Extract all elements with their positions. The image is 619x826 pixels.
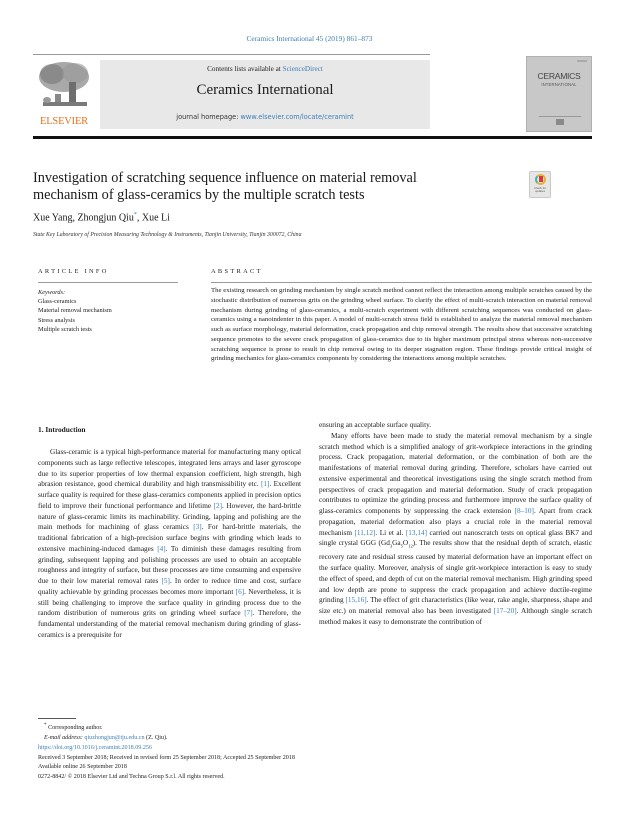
text-run: O	[402, 539, 409, 548]
journal-name: Ceramics International	[196, 82, 334, 98]
doi-link[interactable]: https://doi.org/10.1016/j.ceramint.2018.09.256	[38, 745, 152, 751]
bookmark-icon	[539, 176, 543, 182]
cover-publisher-icon	[556, 119, 564, 125]
keywords-label: Keywords:	[38, 289, 66, 296]
cover-title: CERAMICS	[537, 71, 581, 81]
email-owner: (Z. Qiu).	[144, 734, 168, 741]
text-run: . Apart from crack propagation, material deformation also plays a crucial role in the material removal mechanism	[319, 507, 592, 537]
check-updates-label: Check for updates	[534, 186, 546, 194]
citation-link[interactable]: [4]	[157, 544, 166, 553]
text-run: . Excellent surface quality is required for these glass-ceramics components applied in precision optics field to improve their functional performance and lifetime	[38, 480, 301, 510]
footnotes	[44, 721, 168, 743]
citation-link[interactable]: [11,12]	[354, 528, 376, 537]
citation-link[interactable]: [7]	[244, 609, 253, 618]
text-run: . Nevertheless, it is still being challenging to improve the surface quality in grinding process due to the random distribution of numerous grits on grinding wheel surface	[38, 587, 301, 618]
author-list	[33, 212, 170, 223]
body-column-left	[38, 447, 301, 641]
text-run: Many efforts have been made to study the material removal mechanism by a single scratch method which is a simplified analogy of grit-workpiece interactions in the grinding process. Crack propagation, material deformation, or the combination of both are the manifestations of material removal during grinding. Therefore, scholars have carried out extensive experimental and theoretical investigations using the single scratch method from perspectives of crack propagation and material deformation. Study of crack propagation contributes to optimize the grinding process and furthermore improve the surface quality of glass-ceramics components by suppressing the crack extension	[319, 431, 592, 515]
keyword: Stress analysis	[38, 316, 75, 324]
text-run: . Li et al.	[375, 528, 406, 537]
publication-info	[38, 744, 295, 782]
article-info-heading: ARTICLE INFO	[38, 268, 109, 275]
journal-citation-link[interactable]: Ceramics International 45 (2019) 861–873	[246, 34, 373, 43]
text-run: ). The results show that the residual depth of scratch, elastic recovery rate and residual stress caused by material deformation have an important effect on the surface quality. Moreover, analysis of single grit-workpiece interaction is easy to study the effect of speed, and depth of cut on the material removal mechanism. High grinding speed and low depth are prone to suppress the crack propagation and achieve ductile-regime grinding	[319, 539, 592, 605]
article-title: Investigation of scratching sequence influence on material removal mechanism of glass-ceramics by the multiple scratch tests	[33, 170, 417, 203]
author-name: Zhongjun Qiu	[77, 212, 134, 224]
text-run: Glass-ceramic is a typical high-performance material for manufacturing many optical components such as large reflective telescopes, integrated lens arrays and laser gyroscope due to its superior properties of low thermal expansion coefficient, high strength, high abrasion resistance, good chemical durability and high transmissibility etc.	[38, 448, 301, 489]
available-online-date: Available online 26 September 2018	[38, 764, 127, 771]
citation-link[interactable]: [15,16]	[345, 596, 367, 605]
paragraph	[319, 431, 592, 628]
footnote-marker: *	[44, 722, 47, 728]
elsevier-logo[interactable]	[33, 60, 95, 132]
journal-masthead	[100, 60, 430, 129]
abstract-text: The existing research on grinding mechanism by single scratch method cannot reflect the interaction among multiple scratches caused by the stochastic distribution of numerous grits on the grinding wheel surface. To clarify the effect of multi-scratch interaction on material removal mechanism during grinding of glass-ceramics, a multi-scratch experiment with different scratching sequences was conducted on glass-ceramics using a nanoindenter in this paper. A model of multi-scratch stress field is established to analyze the material removal mechanism such as surface morphology, material deformation, crack propagation and chip removal strength. The results show that successive scratching sequence promotes to the severe crack propagation of glass-ceramics due to its higher maximum principal stress whereas non-successive scratching sequence is prone to result in chip removal owing to its deeper stagnation region. These findings provide critical insight of grinding mechanics for glass-ceramics components by considering the interactions among multiple scratches.	[211, 287, 592, 363]
keywords-list	[38, 288, 198, 334]
corresponding-author-marker[interactable]: *	[133, 212, 137, 218]
text-run: . For hard-brittle materials, the traditional fabrication of a high-precision surface begins with grinding which leads to extensive machining-induced damages	[38, 523, 301, 553]
text-run: Ga	[392, 539, 401, 548]
citation-link[interactable]: [3]	[193, 523, 202, 532]
received-dates: Received 3 September 2018; Received in revised form 25 September 2018; Accepted 25 September 2018	[38, 754, 295, 761]
citation-link[interactable]: [13,14]	[405, 528, 428, 537]
keyword: Multiple scratch tests	[38, 325, 92, 333]
subscript: 3	[389, 543, 393, 549]
text-run: . In order to reduce time and cost, surface quality achievable by grinding processes becomes more important	[38, 577, 301, 596]
section-heading-introduction: 1. Introduction	[38, 425, 86, 434]
email-note	[44, 734, 168, 744]
email-link[interactable]: qiuzhongjun@tju.edu.cn	[84, 734, 145, 741]
homepage-prefix: journal homepage:	[176, 113, 241, 121]
citation-link[interactable]: [8–10]	[514, 507, 534, 515]
section-rule	[211, 282, 592, 283]
citation-link[interactable]: [5]	[161, 577, 170, 585]
contents-line	[100, 65, 430, 73]
footnote-text: Corresponding author.	[46, 725, 103, 732]
footnote-rule	[38, 718, 76, 719]
elsevier-wordmark: ELSEVIER	[40, 116, 88, 127]
journal-homepage-link[interactable]: www.elsevier.com/locate/ceramint	[240, 113, 354, 121]
header-rule	[33, 54, 430, 55]
text-run: . To diminish these damages resulting from grinding, subsequent lapping and polishing processes are used to obtain an acceptable roughness and integrity of surface, but these processes are time consuming and expensive due to their low material removal rates	[38, 544, 301, 585]
journal-cover-thumbnail[interactable]	[526, 56, 592, 132]
subscript: 5	[400, 543, 403, 549]
text-run: . However, the hard-brittle nature of glass-ceramic limits its machinability. Grinding, lapping and polishing are the main methods for machining of glass ceramics	[38, 501, 301, 532]
author-name: Xue Yang,	[33, 212, 78, 224]
citation-link[interactable]: [1]	[261, 480, 270, 489]
citation-link[interactable]: [2]	[213, 501, 223, 510]
author-name: , Xue Li	[136, 212, 170, 224]
body-column-right	[319, 420, 592, 628]
contents-prefix: Contents lists available at	[207, 65, 283, 73]
check-for-updates-button[interactable]	[529, 171, 551, 198]
keyword: Material removal mechanism	[38, 307, 112, 315]
email-label: E-mail address:	[44, 734, 83, 741]
elsevier-tree-icon	[37, 60, 91, 112]
text-run: . Although single scratch method makes it easy to demonstrate the contribution of	[319, 607, 593, 626]
sciencedirect-link[interactable]: ScienceDirect	[282, 65, 323, 73]
section-rule	[38, 282, 178, 283]
text-run: . The effect of grit characteristics (like wear, rake angle, sharpness, shape and size etc.) on material removal also has been investigated	[319, 596, 592, 616]
text-run: carried out nanoscratch tests on optical glass BK7 and single crystal GGG (Gd	[319, 528, 592, 548]
paragraph	[38, 447, 301, 641]
affiliation: State Key Laboratory of Precision Measuring Technology & Instruments, Tianjin University, Tianjin 300072, China	[33, 232, 302, 238]
citation-link[interactable]: [6]	[235, 587, 245, 596]
cover-divider	[539, 116, 581, 117]
cover-subtitle: INTERNATIONAL	[541, 82, 577, 87]
citation-link[interactable]: [17–20]	[493, 607, 517, 616]
corresponding-author-note	[44, 721, 168, 734]
keyword: Glass-ceramics	[38, 298, 77, 306]
paragraph-continuation: ensuring an acceptable surface quality.	[319, 421, 432, 429]
cover-issue-note	[577, 60, 587, 62]
header-thick-rule	[33, 136, 592, 139]
abstract-heading: ABSTRACT	[211, 268, 263, 275]
subscript: 12	[408, 543, 413, 549]
text-run: . Therefore, the fundamental understanding of the material removal mechanism during grinding of glass-ceramics is a prerequisite for	[38, 609, 301, 639]
homepage-line	[100, 113, 430, 121]
copyright-notice: 0272-8842/ © 2018 Elsevier Ltd and Techna Group S.r.l. All rights reserved.	[38, 773, 225, 780]
